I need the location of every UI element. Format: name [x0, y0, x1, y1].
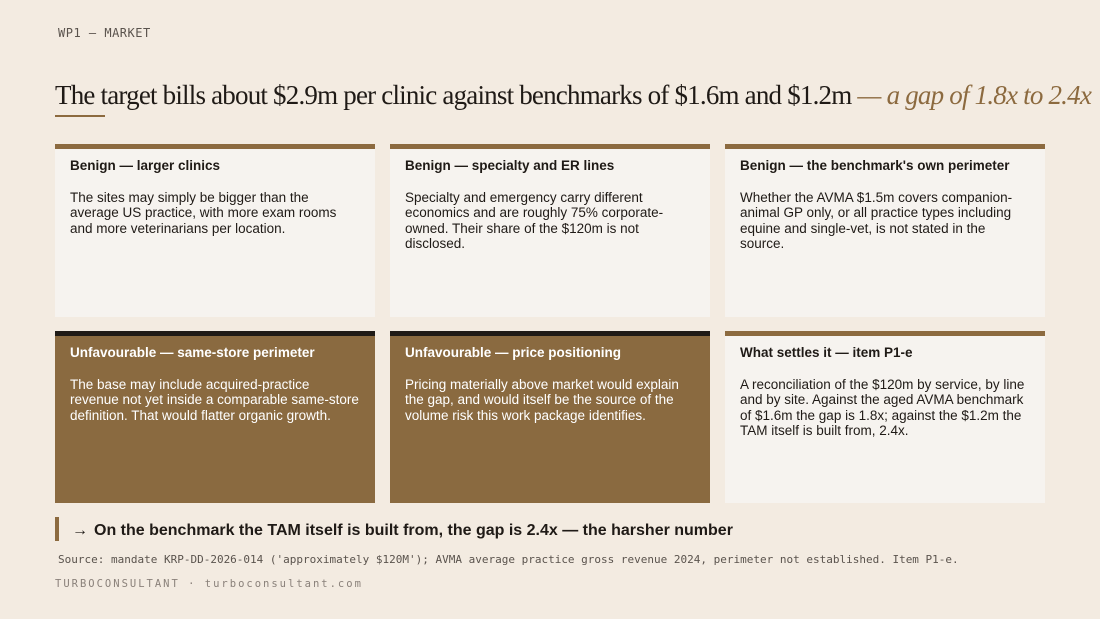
- card-benign-benchmark-perimeter: [725, 144, 1045, 317]
- card-body: The sites may simply be bigger than the average US practice, with more exam rooms and more veterinarians per location.: [70, 190, 337, 236]
- title-accent: — a gap of 1.8x to 2.4x: [851, 80, 1091, 110]
- card-body: A reconciliation of the $120m by service, by line and by site. Against the aged AVMA benchmark of $1.6m the gap is 1.8x; against the $1.2m the TAM itself is built from, 2.4x.: [740, 377, 1025, 438]
- page-title: [55, 80, 1091, 111]
- title-main: The target bills about $2.9m per clinic against benchmarks of $1.6m and $1.2m: [55, 80, 852, 110]
- card-benign-specialty-er: [390, 144, 710, 317]
- title-underline: [55, 115, 105, 117]
- conclusion-text: On the benchmark the TAM itself is built from, the gap is 2.4x — the harsher number: [94, 522, 733, 539]
- card-unfavourable-same-store: [55, 331, 375, 503]
- card-heading: Benign — specialty and ER lines: [405, 158, 615, 173]
- card-what-settles-it: [725, 331, 1045, 503]
- card-heading: Benign — the benchmark's own perimeter: [740, 158, 1010, 173]
- card-body: Pricing materially above market would explain the gap, and would itself be the source of the volume risk this work package identifies.: [405, 377, 679, 423]
- card-body: Whether the AVMA $1.5m covers companion-animal GP only, or all practice types including equine and single-vet, is not stated in the source.: [740, 190, 1013, 251]
- card-heading: Benign — larger clinics: [70, 158, 221, 173]
- card-heading: Unfavourable — price positioning: [405, 345, 622, 360]
- card-heading: Unfavourable — same-store perimeter: [70, 345, 315, 360]
- footer-brand: TURBOCONSULTANT · turboconsultant.com: [55, 578, 363, 590]
- card-body: Specialty and emergency carry different economics and are roughly 75% corporate-owned. Their share of the $120m is not disclosed.: [405, 190, 664, 251]
- arrow-right-icon: →: [72, 522, 88, 539]
- section-label: WP1 — MARKET: [58, 26, 151, 40]
- card-heading: What settles it — item P1-e: [740, 345, 913, 360]
- card-benign-larger-clinics: [55, 144, 375, 317]
- source-note: Source: mandate KRP-DD-2026-014 ('approximately $120M'); AVMA average practice gross revenue 2024, perimeter not established. Item P1-e.: [58, 553, 959, 566]
- card-unfavourable-price: [390, 331, 710, 503]
- conclusion-callout: [55, 517, 733, 541]
- card-body: The base may include acquired-practice revenue not yet inside a comparable same-store definition. That would flatter organic growth.: [70, 377, 359, 423]
